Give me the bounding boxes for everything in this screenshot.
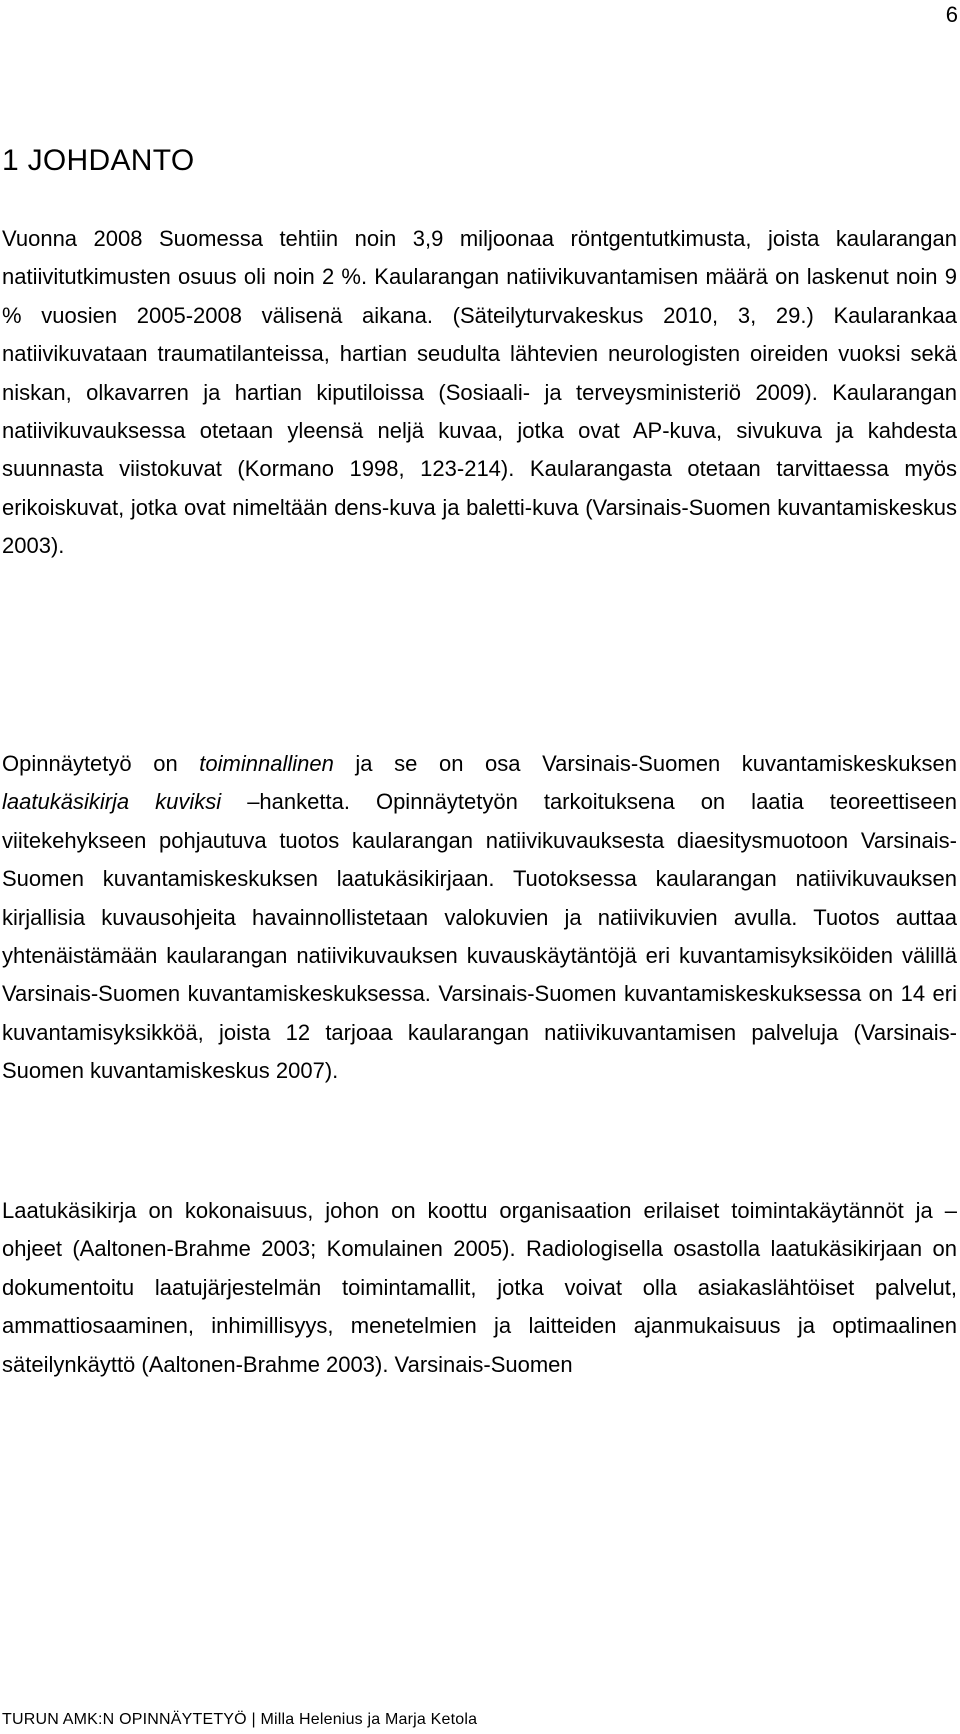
page-footer: TURUN AMK:N OPINNÄYTETYÖ | Milla Helenius ja Marja Ketola [2, 1711, 478, 1728]
chapter-heading: 1 JOHDANTO [2, 144, 195, 177]
paragraph-text: –hanketta. Opinnäytetyön tarkoituksena on laatia teoreettiseen viitekehykseen pohjautuva tuotos kaularangan natiivikuvauksesta diaesitysmuotoon Varsinais-Suomen kuvantamiskeskuksen laatukäsikirjaan. Tuotoksessa kaularangan natiivikuvauksen kirjallisia kuvausohjeita havainnollistetaan valokuvien ja natiivikuvien avulla. Tuotos auttaa yhtenäistämään kaularangan natiivikuvauksen kuvauskäytäntöjä eri kuvantamisyksiköiden välillä Varsinais-Suomen kuvantamiskeskuksessa. Varsinais-Suomen kuvantamiskeskuksessa on 14 eri kuvantamisyksikköä, joista 12 tarjoaa kaularangan natiivikuvantamisen palveluja (Varsinais-Suomen kuvantamiskeskus 2007). [2, 789, 957, 1084]
emphasis-text: laatukäsikirja kuviksi [2, 789, 222, 815]
paragraph-text: ja se on osa Varsinais-Suomen kuvantamiskeskuksen [333, 751, 957, 776]
paragraph-intro: Vuonna 2008 Suomessa tehtiin noin 3,9 miljoonaa röntgentutkimusta, joista kaularangan natiivitutkimusten osuus oli noin 2 %. Kaularangan natiivikuvantamisen määrä on laskenut noin 9 % vuosien 2005-2008 välisenä aikana. (Säteilyturvakeskus 2010, 3, 29.) Kaularankaa natiivikuvataan traumatilanteissa, hartian seudulta lähtevien neurologisten oireiden vuoksi sekä niskan, olkavarren ja hartian kiputiloissa (Sosiaali- ja terveysministeriö 2009). Kaularangan natiivikuvauksessa otetaan yleensä neljä kuvaa, jotka ovat AP-kuva, sivukuva ja kahdesta suunnasta viistokuvat (Kormano 1998, 123-214). Kaularangasta otetaan tarvittaessa myös erikoiskuvat, jotka ovat nimeltään dens-kuva ja baletti-kuva (Varsinais-Suomen kuvantamiskeskus 2003). [2, 226, 957, 559]
page-number: 6 [945, 2, 958, 27]
paragraph-thesis-purpose [2, 745, 957, 1091]
emphasis-text: toiminnallinen [199, 751, 334, 776]
paragraph-text: Opinnäytetyö on [2, 751, 200, 776]
paragraph-quality-manual: Laatukäsikirja on kokonaisuus, johon on koottu organisaation erilaiset toimintakäytännöt ja – ohjeet (Aaltonen-Brahme 2003; Komulainen 2005). Radiologisella osastolla laatukäsikirjaan on dokumentoitu laatujärjestelmän toimintamallit, jotka voivat olla asiakaslähtöiset palvelut, ammattiosaaminen, inhimillisyys, menetelmien ja laitteiden ajanmukaisuus ja optimaalinen säteilynkäyttö (Aaltonen-Brahme 2003). Varsinais-Suomen [2, 1198, 957, 1377]
